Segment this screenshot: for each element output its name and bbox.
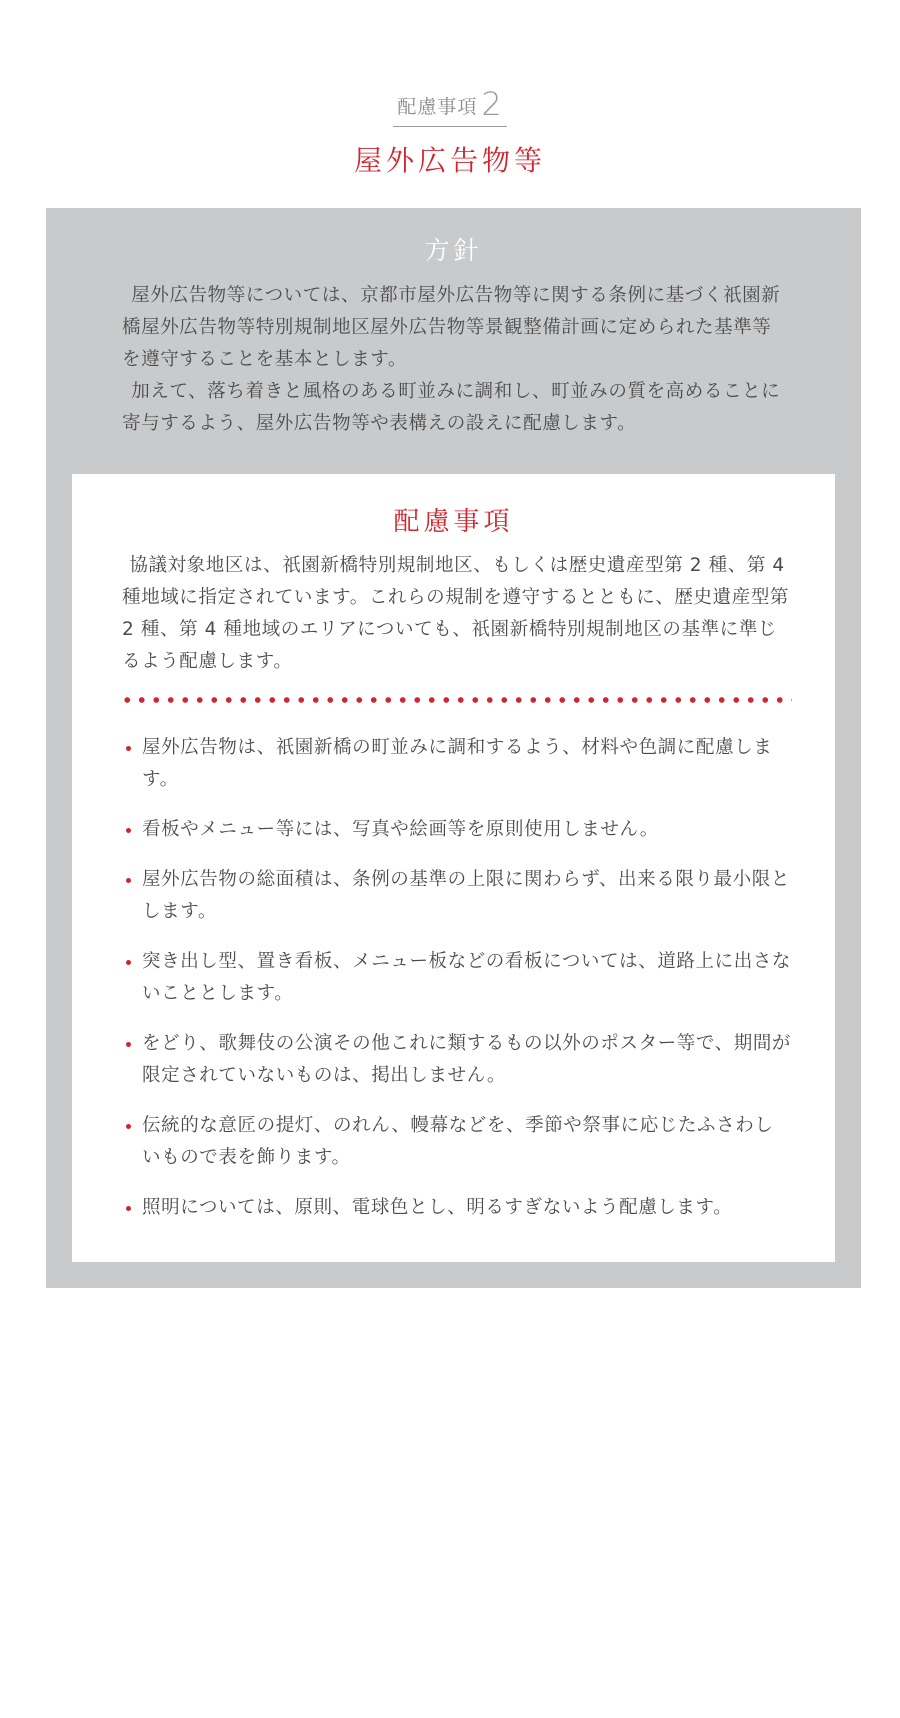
section-number: 2 [481,85,503,123]
policy-text [122,280,790,440]
list-item-text: 看板やメニュー等には、写真や絵画等を原則使用しません。 [142,819,659,840]
policy-heading: 方針 [424,236,483,265]
list-item [126,1192,792,1224]
list-item-text: 伝統的な意匠の提灯、のれん、幔幕などを、季節や祭事に応じたふさわしいもので表を飾ります。 [142,1115,774,1168]
list-item [126,1028,792,1092]
list-item [126,732,792,796]
dotted-divider [120,697,792,703]
list-item-text: をどり、歌舞伎の公演その他これに類するもの以外のポスター等で、期間が限定されていないものは、掲出しません。 [142,1033,792,1086]
bullet-icon [126,1206,131,1211]
policy-paragraph: 屋外広告物等については、京都市屋外広告物等に関する条例に基づく祇園新橋屋外広告物等特別規制地区屋外広告物等景観整備計画に定められた基準等を遵守することを基本とします。 [122,285,781,370]
list-item [126,864,792,928]
list-item-text: 突き出し型、置き看板、メニュー板などの看板については、道路上に出さないこととします。 [142,951,792,1004]
list-item-text: 屋外広告物は、祇園新橋の町並みに調和するよう、材料や色調に配慮します。 [142,737,773,790]
bullet-icon [126,960,131,965]
policy-paragraph: 加えて、落ち着きと風格のある町並みに調和し、町並みの質を高めることに寄与するよう、屋外広告物等や表構えの設えに配慮します。 [122,381,781,434]
bullet-icon [126,878,131,883]
section-number-label [393,85,506,127]
bullet-icon [126,828,131,833]
bullet-icon [126,746,131,751]
list-item [126,1110,792,1174]
page-title: 屋外広告物等 [353,144,546,177]
considerations-list [126,732,792,1242]
page-header [0,85,900,179]
policy-panel [46,208,861,1288]
bullet-icon [126,1042,131,1047]
list-item-text: 照明については、原則、電球色とし、明るすぎないよう配慮します。 [142,1197,733,1218]
considerations-intro: 協議対象地区は、祇園新橋特別規制地区、もしくは歴史遺産型第 2 種、第 4 種地域に指定されています。これらの規制を遵守するとともに、歴史遺産型第 2 種、第 4 種地域のエリアについても、祇園新橋特別規制地区の基準に準じるよう配慮します。 [122,555,790,672]
bullet-icon [126,1124,131,1129]
section-label: 配慮事項 [397,96,478,118]
considerations-card [72,474,835,1262]
list-item-text: 屋外広告物の総面積は、条例の基準の上限に関わらず、出来る限り最小限とします。 [142,869,790,922]
list-item [126,814,792,846]
list-item [126,946,792,1010]
considerations-title: 配慮事項 [393,507,514,537]
